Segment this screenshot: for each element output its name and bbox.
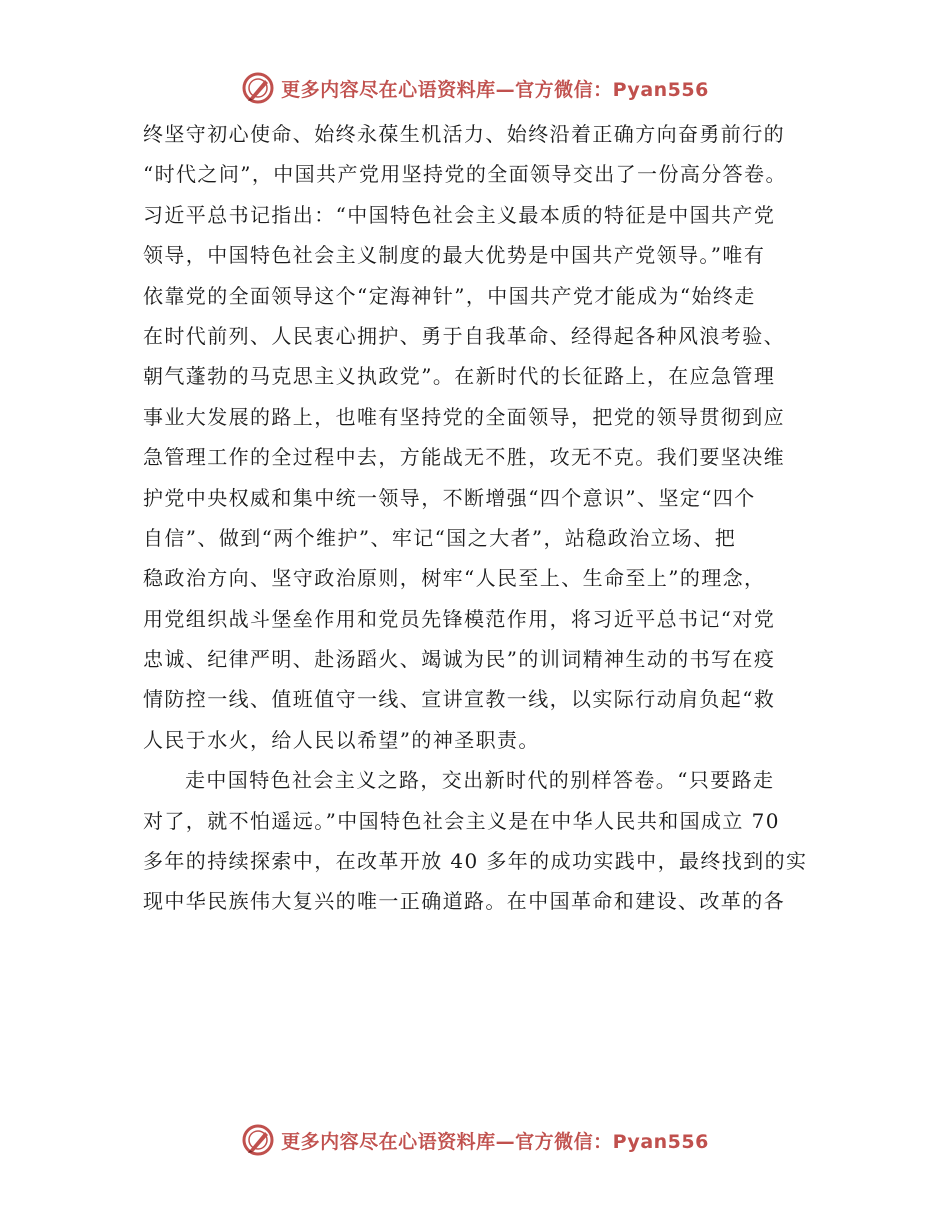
- header-banner-text: 更多内容尽在心语资料库—官方微信：Pyan556: [281, 78, 709, 101]
- text-line: 人民于水火，给人民以希望”的神圣职责。: [143, 727, 540, 752]
- text-line: 终坚守初心使命、始终永葆生机活力、始终沿着正确方向奋勇前行的: [143, 122, 785, 146]
- text-line: 护党中央权威和集中统一领导，不断增强“四个意识”、坚定“四个: [143, 485, 756, 510]
- pen-circle-logo-icon: [241, 1123, 275, 1157]
- header-banner: [0, 68, 950, 108]
- footer-banner: [0, 1120, 950, 1160]
- text-line: 朝气蓬勃的马克思主义执政党”。在新时代的长征路上，在应急管理: [143, 364, 776, 389]
- text-line: 多年的持续探索中，在改革开放 40 多年的成功实践中，最终找到的实: [143, 849, 808, 874]
- text-line: 对了，就不怕遥远。”中国特色社会主义是在中华人民共和国成立 70: [143, 808, 780, 833]
- text-line: 用党组织战斗堡垒作用和党员先锋模范作用，将习近平总书记“对党: [143, 606, 776, 631]
- text-line: “时代之问”，中国共产党用坚持党的全面领导交出了一份高分答卷。: [143, 162, 787, 187]
- text-line: 领导，中国特色社会主义制度的最大优势是中国共产党领导。”唯有: [143, 243, 766, 268]
- text-line: 稳政治方向、坚守政治原则，树牢“人民至上、生命至上”的理念，: [143, 566, 766, 591]
- text-line: 在时代前列、人民衷心拥护、勇于自我革命、经得起各种风浪考验、: [143, 323, 785, 348]
- document-body: [143, 114, 833, 922]
- text-line: 事业大发展的路上，也唯有坚持党的全面领导，把党的领导贯彻到应: [143, 404, 785, 429]
- text-line: 走中国特色社会主义之路，交出新时代的别样答卷。“只要路走: [185, 768, 775, 793]
- text-line: 情防控一线、值班值守一线、宣讲宣教一线，以实际行动肩负起“救: [143, 687, 776, 712]
- pen-circle-logo-icon: [241, 71, 275, 105]
- footer-banner-text: 更多内容尽在心语资料库—官方微信：Pyan556: [281, 1130, 709, 1153]
- text-line: 现中华民族伟大复兴的唯一正确道路。在中国革命和建设、改革的各: [143, 889, 785, 914]
- text-line: 忠诚、纪律严明、赴汤蹈火、竭诚为民”的训词精神生动的书写在疫: [143, 647, 776, 672]
- text-line: 依靠党的全面领导这个“定海神针”，中国共产党才能成为“始终走: [143, 283, 756, 308]
- text-line: 急管理工作的全过程中去，方能战无不胜，攻无不克。我们要坚决维: [143, 445, 785, 470]
- text-line: 自信”、做到“两个维护”、牢记“国之大者”，站稳政治立场、把: [143, 525, 737, 550]
- text-line: 习近平总书记指出：“中国特色社会主义最本质的特征是中国共产党: [143, 202, 776, 227]
